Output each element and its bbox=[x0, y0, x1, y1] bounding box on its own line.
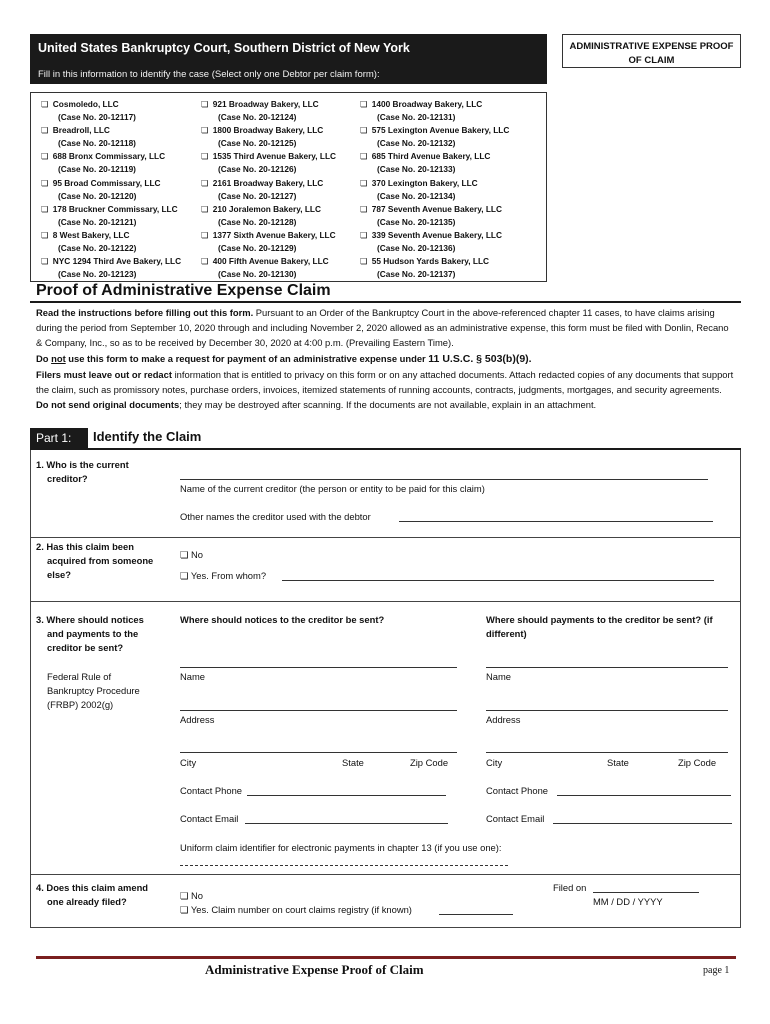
checkbox-icon[interactable]: ❏ bbox=[41, 256, 49, 267]
date-format-hint: MM / DD / YYYY bbox=[593, 896, 663, 907]
debtor-column-1 bbox=[41, 98, 181, 281]
debtor-case-number: (Case No. 20-12131) bbox=[377, 112, 456, 123]
q2-yes-option[interactable] bbox=[180, 569, 266, 583]
checkbox-icon[interactable]: ❏ bbox=[360, 229, 368, 240]
debtor-name: Breadroll, LLC bbox=[52, 125, 110, 136]
frbp-line: Federal Rule of bbox=[47, 671, 112, 682]
checkbox-icon[interactable]: ❏ bbox=[201, 177, 209, 188]
notices-phone-field[interactable] bbox=[247, 795, 446, 796]
debtor-option[interactable] bbox=[360, 229, 509, 255]
q4-label-line: 4. Does this claim amend bbox=[36, 882, 149, 893]
debtor-selection-box bbox=[30, 92, 547, 282]
q2-yes-label: Yes. From whom? bbox=[190, 570, 267, 581]
debtor-case-number: (Case No. 20-12137) bbox=[377, 269, 456, 280]
notices-city-label: City bbox=[180, 757, 197, 768]
notices-email-label: Contact Email bbox=[180, 813, 239, 824]
intro-tail: ; they may be destroyed after scanning. If the documents are not available, explain in an attachment. bbox=[179, 399, 597, 411]
debtor-option[interactable] bbox=[201, 98, 336, 124]
checkbox-icon[interactable]: ❏ bbox=[180, 570, 189, 581]
debtor-option[interactable] bbox=[360, 177, 509, 203]
checkbox-icon[interactable]: ❏ bbox=[201, 151, 209, 162]
debtor-option[interactable] bbox=[360, 124, 509, 150]
creditor-name-caption: Name of the current creditor (the person or entity to be paid for this claim) bbox=[180, 483, 485, 494]
form-title-line1: ADMINISTRATIVE EXPENSE PROOF bbox=[569, 41, 734, 52]
debtor-column-2 bbox=[201, 98, 336, 281]
intro-use: use this form to make a request for payment of an administrative expense under bbox=[65, 352, 429, 364]
payments-state-label: State bbox=[607, 757, 629, 768]
debtor-name: 210 Joralemon Bakery, LLC bbox=[212, 203, 321, 214]
q4-no-label: No bbox=[191, 890, 203, 901]
checkbox-icon[interactable]: ❏ bbox=[360, 256, 368, 267]
debtor-name: Cosmoledo, LLC bbox=[52, 99, 119, 109]
frbp-note bbox=[47, 670, 140, 712]
debtor-option[interactable] bbox=[41, 255, 181, 281]
checkbox-icon[interactable]: ❏ bbox=[41, 177, 49, 188]
payments-heading-line: different) bbox=[486, 628, 527, 639]
debtor-option[interactable] bbox=[201, 255, 336, 281]
debtor-name: 8 West Bakery, LLC bbox=[52, 229, 130, 240]
checkbox-icon[interactable]: ❏ bbox=[180, 904, 189, 915]
notices-state-label: State bbox=[342, 757, 364, 768]
title-divider bbox=[30, 301, 741, 303]
notices-name-field[interactable] bbox=[180, 667, 457, 668]
payments-name-label: Name bbox=[486, 671, 512, 682]
debtor-option[interactable] bbox=[41, 150, 181, 176]
debtor-option[interactable] bbox=[41, 98, 181, 124]
intro-redact-body: information that is entitled to privacy on this form or on any attached documents. Attach redacted copies of any documents that support the claim, such as promissory notes, purchase orders, invoices, itemized statements of running accounts, contracts, judgments, mortgages, and security agreements. bbox=[36, 368, 734, 396]
footer-divider bbox=[36, 956, 736, 959]
payments-address-field[interactable] bbox=[486, 710, 728, 711]
q1-label bbox=[36, 458, 129, 486]
debtor-name: 178 Bruckner Commissary, LLC bbox=[52, 203, 178, 214]
checkbox-icon[interactable]: ❏ bbox=[360, 177, 368, 188]
debtor-option[interactable] bbox=[201, 229, 336, 255]
debtor-option[interactable] bbox=[201, 150, 336, 176]
q4-yes-label: Yes. Claim number on court claims registry (if known) bbox=[190, 904, 412, 915]
checkbox-icon[interactable]: ❏ bbox=[180, 890, 189, 901]
checkbox-icon[interactable]: ❏ bbox=[360, 125, 368, 136]
q4-no-option[interactable] bbox=[180, 889, 203, 903]
debtor-option[interactable] bbox=[360, 203, 509, 229]
page-number: page 1 bbox=[703, 965, 730, 976]
debtor-name: 685 Third Avenue Bakery, LLC bbox=[371, 151, 491, 162]
q4-label-line: one already filed? bbox=[47, 896, 127, 907]
q4-yes-option[interactable] bbox=[180, 903, 412, 917]
checkbox-icon[interactable]: ❏ bbox=[201, 203, 209, 214]
intro-do: Do bbox=[36, 352, 52, 364]
uniform-id-field[interactable] bbox=[180, 865, 508, 866]
debtor-name: NYC 1294 Third Ave Bakery, LLC bbox=[52, 256, 182, 267]
debtor-name: 1377 Sixth Avenue Bakery, LLC bbox=[212, 229, 336, 240]
debtor-case-number: (Case No. 20-12128) bbox=[218, 216, 297, 227]
debtor-option[interactable] bbox=[41, 203, 181, 229]
payments-zip-label: Zip Code bbox=[678, 757, 717, 768]
debtor-case-number: (Case No. 20-12133) bbox=[377, 164, 456, 175]
debtor-option[interactable] bbox=[201, 177, 336, 203]
checkbox-icon[interactable]: ❏ bbox=[41, 99, 49, 109]
debtor-name: 400 Fifth Avenue Bakery, LLC bbox=[212, 256, 329, 267]
payments-address-label: Address bbox=[486, 714, 521, 725]
q2-label-line: acquired from someone bbox=[47, 555, 154, 566]
payments-heading-line: Where should payments to the creditor be sent? (if bbox=[486, 614, 713, 625]
q2-no-option[interactable] bbox=[180, 548, 203, 562]
checkbox-icon[interactable]: ❏ bbox=[180, 549, 189, 560]
intro-body: Pursuant to an Order of the Bankruptcy Court in the above-referenced chapter 11 cases, to have claims arising during the period from September 10, 2020 through and including November 2, 2020 allowed as an administrative expense, this form must be filed with Donlin, Recano & Company, Inc., so as to be received by December 30, 2020 at 4:00 p.m. (Prevailing Eastern Time). bbox=[36, 307, 729, 349]
q1-label-line: creditor? bbox=[47, 473, 88, 484]
debtor-case-number: (Case No. 20-12134) bbox=[377, 190, 456, 201]
checkbox-icon[interactable]: ❏ bbox=[360, 203, 368, 214]
checkbox-icon[interactable]: ❏ bbox=[201, 229, 209, 240]
payments-phone-field[interactable] bbox=[557, 795, 731, 796]
intro-statute: 11 U.S.C. § 503(b)(9). bbox=[428, 352, 532, 365]
q3-label-line: 3. Where should notices bbox=[36, 614, 144, 625]
checkbox-icon[interactable]: ❏ bbox=[201, 256, 209, 267]
debtor-name: 1535 Third Avenue Bakery, LLC bbox=[212, 151, 337, 162]
checkbox-icon[interactable]: ❏ bbox=[201, 99, 209, 109]
debtor-case-number: (Case No. 20-12129) bbox=[218, 243, 297, 254]
debtor-case-number: (Case No. 20-12117) bbox=[58, 112, 136, 123]
filed-on-label: Filed on bbox=[553, 882, 587, 893]
notices-zip-label: Zip Code bbox=[410, 757, 449, 768]
q-divider bbox=[30, 601, 741, 602]
frbp-line: Bankruptcy Procedure bbox=[47, 685, 140, 696]
part-1-title: Identify the Claim bbox=[93, 429, 202, 444]
debtor-case-number: (Case No. 20-12132) bbox=[377, 138, 456, 149]
intro-instructions bbox=[36, 305, 736, 412]
checkbox-icon[interactable]: ❏ bbox=[41, 125, 49, 136]
q2-no-label: No bbox=[191, 549, 203, 560]
footer-title: Administrative Expense Proof of Claim bbox=[205, 962, 424, 977]
intro-lead: Read the instructions before filling out this form. bbox=[36, 307, 254, 318]
claim-number-field[interactable] bbox=[439, 914, 513, 915]
payments-phone-label: Contact Phone bbox=[486, 785, 549, 796]
debtor-name: 575 Lexington Avenue Bakery, LLC bbox=[371, 125, 510, 136]
form-title-box bbox=[562, 34, 741, 68]
checkbox-icon[interactable]: ❏ bbox=[201, 125, 209, 136]
court-name-header: United States Bankruptcy Court, Southern District of New York bbox=[30, 34, 547, 66]
q-divider bbox=[30, 874, 741, 875]
debtor-case-number: (Case No. 20-12121) bbox=[58, 216, 137, 227]
payments-email-label: Contact Email bbox=[486, 813, 545, 824]
debtor-option[interactable] bbox=[360, 150, 509, 176]
notices-name-label: Name bbox=[180, 671, 206, 682]
debtor-option[interactable] bbox=[41, 229, 181, 255]
q2-label-line: 2. Has this claim been bbox=[36, 541, 134, 552]
debtor-case-number: (Case No. 20-12135) bbox=[377, 216, 456, 227]
debtor-case-number: (Case No. 20-12120) bbox=[58, 190, 137, 201]
other-names-label: Other names the creditor used with the debtor bbox=[180, 511, 371, 522]
debtor-name: 95 Broad Commissary, LLC bbox=[52, 177, 161, 188]
debtor-option[interactable] bbox=[360, 98, 509, 124]
debtor-case-number: (Case No. 20-12124) bbox=[218, 112, 297, 123]
payments-city-field[interactable] bbox=[486, 752, 728, 753]
creditor-name-field[interactable] bbox=[180, 479, 708, 480]
checkbox-icon[interactable]: ❏ bbox=[41, 229, 49, 240]
notices-heading: Where should notices to the creditor be sent? bbox=[180, 614, 385, 625]
form-title-line2: OF CLAIM bbox=[628, 55, 675, 66]
debtor-option[interactable] bbox=[201, 203, 336, 229]
debtor-name: 339 Seventh Avenue Bakery, LLC bbox=[371, 229, 502, 240]
payments-email-field[interactable] bbox=[553, 823, 732, 824]
checkbox-icon[interactable]: ❏ bbox=[360, 151, 368, 162]
filed-on-field[interactable] bbox=[593, 892, 699, 893]
debtor-case-number: (Case No. 20-12123) bbox=[58, 269, 137, 280]
debtor-name: 787 Seventh Avenue Bakery, LLC bbox=[371, 203, 502, 214]
from-whom-field[interactable] bbox=[282, 580, 714, 581]
q3-label bbox=[36, 613, 144, 655]
debtor-name: 921 Broadway Bakery, LLC bbox=[212, 99, 319, 109]
debtor-name: 1400 Broadway Bakery, LLC bbox=[371, 99, 483, 109]
q4-label bbox=[36, 881, 148, 909]
frbp-line: (FRBP) 2002(g) bbox=[47, 699, 114, 710]
fill-in-instructions: Fill in this information to identify the case (Select only one Debtor per claim form): bbox=[30, 66, 547, 84]
debtor-name: 55 Hudson Yards Bakery, LLC bbox=[371, 256, 490, 267]
debtor-case-number: (Case No. 20-12126) bbox=[218, 164, 297, 175]
debtor-name: 688 Bronx Commissary, LLC bbox=[52, 151, 166, 162]
uniform-id-label: Uniform claim identifier for electronic payments in chapter 13 (if you use one): bbox=[180, 842, 502, 853]
notices-phone-label: Contact Phone bbox=[180, 785, 243, 796]
debtor-case-number: (Case No. 20-12119) bbox=[58, 164, 136, 175]
q2-label-line: else? bbox=[47, 569, 71, 580]
q2-label bbox=[36, 540, 153, 582]
debtor-name: 370 Lexington Bakery, LLC bbox=[371, 177, 478, 188]
part-1-label: Part 1: bbox=[30, 428, 88, 448]
q3-label-line: and payments to the bbox=[47, 628, 139, 639]
debtor-option[interactable] bbox=[41, 124, 181, 150]
debtor-case-number: (Case No. 20-12125) bbox=[218, 138, 297, 149]
debtor-option[interactable] bbox=[41, 177, 181, 203]
notices-address-field[interactable] bbox=[180, 710, 457, 711]
other-names-field[interactable] bbox=[399, 521, 713, 522]
debtor-case-number: (Case No. 20-12122) bbox=[58, 243, 137, 254]
notices-address-label: Address bbox=[180, 714, 215, 725]
q3-label-line: creditor be sent? bbox=[47, 642, 124, 653]
notices-email-field[interactable] bbox=[245, 823, 448, 824]
payments-heading bbox=[486, 613, 713, 641]
q-divider bbox=[30, 537, 741, 538]
checkbox-icon[interactable]: ❏ bbox=[360, 99, 368, 109]
debtor-option[interactable] bbox=[360, 255, 509, 281]
payments-city-label: City bbox=[486, 757, 503, 768]
debtor-name: 2161 Broadway Bakery, LLC bbox=[212, 177, 324, 188]
intro-not: not bbox=[51, 352, 66, 364]
debtor-case-number: (Case No. 20-12127) bbox=[218, 190, 297, 201]
debtor-option[interactable] bbox=[201, 124, 336, 150]
debtor-name: 1800 Broadway Bakery, LLC bbox=[212, 125, 324, 136]
checkbox-icon[interactable]: ❏ bbox=[41, 151, 49, 162]
payments-name-field[interactable] bbox=[486, 667, 728, 668]
debtor-case-number: (Case No. 20-12130) bbox=[218, 269, 297, 280]
intro-no-originals: Do not send original documents bbox=[36, 399, 180, 411]
debtor-case-number: (Case No. 20-12136) bbox=[377, 243, 456, 254]
q1-label-line: 1. Who is the current bbox=[36, 459, 129, 470]
checkbox-icon[interactable]: ❏ bbox=[41, 203, 49, 214]
notices-city-field[interactable] bbox=[180, 752, 457, 753]
debtor-column-3 bbox=[360, 98, 509, 281]
intro-redact: Filers must leave out or redact bbox=[36, 368, 172, 380]
debtor-case-number: (Case No. 20-12118) bbox=[58, 138, 136, 149]
page-title: Proof of Administrative Expense Claim bbox=[36, 282, 331, 299]
